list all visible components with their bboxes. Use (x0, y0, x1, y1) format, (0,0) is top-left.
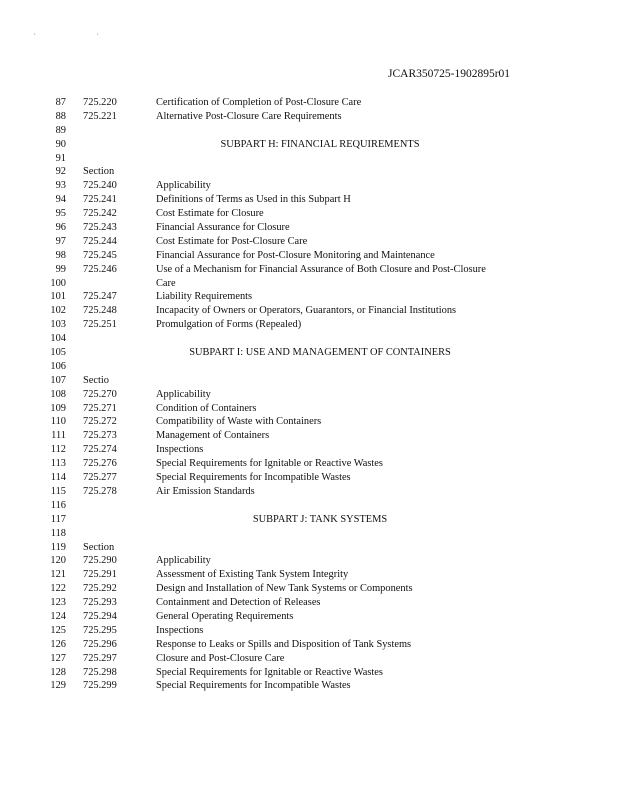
section-title: Financial Assurance for Post-Closure Monitoring and Maintenance (156, 249, 435, 261)
line-number: 90 (55, 138, 66, 150)
section-title: Incapacity of Owners or Operators, Guarantors, or Financial Institutions (156, 305, 457, 317)
toc-line (0, 541, 618, 555)
section-number: 725.276 (83, 458, 117, 470)
toc-line (0, 165, 618, 179)
section-number: 725.244 (83, 235, 117, 247)
section-title: Special Requirements for Ignitable or Reactive Wastes (156, 666, 383, 678)
subpart-heading: SUBPART I: USE AND MANAGEMENT OF CONTAINERS (189, 347, 451, 359)
line-number: 96 (55, 222, 66, 234)
section-column-label: Section (83, 166, 115, 178)
toc-line (0, 318, 618, 332)
line-number: 111 (51, 430, 66, 442)
section-column-label: Sectio (83, 374, 109, 386)
section-number: 725.274 (83, 444, 117, 456)
line-number: 116 (50, 499, 66, 511)
section-number: 725.272 (83, 416, 117, 428)
section-title: Inspections (156, 624, 204, 636)
section-title: Management of Containers (156, 430, 270, 442)
section-number: 725.299 (83, 680, 117, 692)
line-number: 128 (50, 666, 66, 678)
section-title: Applicability (156, 555, 211, 567)
line-number: 95 (55, 208, 66, 220)
line-number: 127 (50, 652, 66, 664)
line-number: 93 (55, 180, 66, 192)
line-number: 112 (50, 444, 66, 456)
toc-line (0, 221, 618, 235)
section-number: 725.220 (83, 97, 117, 108)
section-title: Definitions of Terms as Used in this Subpart H (156, 194, 351, 206)
toc-line (0, 290, 618, 304)
line-number: 118 (50, 527, 66, 539)
toc-line (0, 263, 618, 277)
toc-line (0, 610, 618, 624)
line-number: 124 (50, 610, 66, 622)
scan-marks: , , (34, 30, 129, 36)
toc-line (0, 679, 618, 693)
toc-line (0, 443, 618, 457)
line-number: 115 (50, 485, 66, 497)
section-number: 725.243 (83, 222, 117, 234)
section-title: Design and Installation of New Tank Systems or Components (156, 583, 413, 595)
toc-line (0, 193, 618, 207)
line-number: 120 (50, 555, 66, 567)
section-column-label: Section (83, 541, 115, 553)
line-number: 106 (50, 360, 66, 372)
section-number: 725.295 (83, 624, 117, 636)
line-number: 114 (50, 472, 66, 484)
line-number: 94 (55, 194, 66, 206)
section-number: 725.248 (83, 305, 117, 317)
section-number: 725.246 (83, 263, 117, 275)
section-number: 725.277 (83, 472, 117, 484)
toc-line (0, 568, 618, 582)
toc-line (0, 582, 618, 596)
section-title: Liability Requirements (156, 291, 253, 303)
line-number: 123 (50, 597, 66, 609)
blank-line (0, 332, 618, 346)
section-title: Promulgation of Forms (Repealed) (156, 319, 302, 331)
section-number: 725.291 (83, 569, 117, 581)
line-number: 97 (55, 235, 66, 247)
line-number: 88 (55, 110, 66, 122)
toc-line (0, 96, 618, 110)
blank-line (0, 527, 618, 541)
toc-line (0, 666, 618, 680)
toc-line (0, 471, 618, 485)
section-title: Inspections (156, 444, 204, 456)
section-title: Use of a Mechanism for Financial Assurance of Both Closure and Post-Closure (156, 263, 486, 275)
subpart-heading: SUBPART J: TANK SYSTEMS (252, 513, 388, 525)
section-number: 725.294 (83, 610, 117, 622)
toc-line (0, 652, 618, 666)
section-title: Applicability (156, 180, 211, 192)
section-title: Special Requirements for Incompatible Wastes (156, 680, 351, 692)
line-number: 98 (55, 249, 66, 261)
section-title: Certification of Completion of Post-Closure Care (156, 97, 362, 108)
toc-line (0, 415, 618, 429)
line-number: 105 (50, 347, 66, 359)
line-number: 129 (50, 680, 66, 692)
line-number: 103 (50, 319, 66, 331)
section-number: 725.297 (83, 652, 117, 664)
section-number: 725.221 (83, 110, 117, 122)
subpart-heading: SUBPART H: FINANCIAL REQUIREMENTS (220, 138, 420, 150)
toc-line (0, 249, 618, 263)
section-number: 725.298 (83, 666, 117, 678)
line-number: 122 (50, 583, 66, 595)
blank-line (0, 499, 618, 513)
section-title: Compatibility of Waste with Containers (156, 416, 322, 428)
toc-line (0, 277, 618, 291)
section-title: Special Requirements for Incompatible Wastes (156, 472, 351, 484)
line-number: 119 (50, 541, 66, 553)
blank-line (0, 152, 618, 166)
toc-line (0, 624, 618, 638)
line-number: 92 (55, 166, 66, 178)
line-number: 104 (50, 333, 66, 345)
line-number: 101 (50, 291, 66, 303)
line-number: 87 (55, 97, 66, 108)
line-number: 89 (55, 124, 66, 136)
section-title: Applicability (156, 388, 211, 400)
section-title: Air Emission Standards (156, 485, 255, 497)
section-title: Condition of Containers (156, 402, 257, 414)
section-title: Special Requirements for Ignitable or Reactive Wastes (156, 458, 383, 470)
section-number: 725.270 (83, 388, 117, 400)
line-number: 125 (50, 624, 66, 636)
section-number: 725.251 (83, 319, 117, 331)
blank-line (0, 360, 618, 374)
line-numbered-text (0, 96, 618, 693)
section-number: 725.245 (83, 249, 117, 261)
section-number: 725.271 (83, 402, 117, 414)
line-number: 117 (50, 513, 66, 525)
toc-line (0, 179, 618, 193)
toc-line (0, 429, 618, 443)
toc-line (0, 388, 618, 402)
section-title: Containment and Detection of Releases (156, 597, 321, 609)
section-title: Response to Leaks or Spills and Disposition of Tank Systems (156, 638, 412, 650)
section-number: 725.240 (83, 180, 117, 192)
blank-line (0, 124, 618, 138)
section-title: Cost Estimate for Closure (156, 208, 264, 220)
toc-line (0, 485, 618, 499)
line-number: 113 (50, 458, 66, 470)
line-number: 91 (55, 152, 66, 164)
section-number: 725.242 (83, 208, 117, 220)
section-title: Closure and Post-Closure Care (156, 652, 285, 664)
section-title: Alternative Post-Closure Care Requirements (156, 110, 342, 122)
subpart-heading-line (0, 138, 618, 152)
line-number: 100 (50, 277, 66, 289)
toc-line (0, 304, 618, 318)
section-number: 725.247 (83, 291, 117, 303)
section-title: Cost Estimate for Post-Closure Care (156, 235, 308, 247)
section-title: Financial Assurance for Closure (156, 222, 290, 234)
toc-line (0, 596, 618, 610)
section-title: General Operating Requirements (156, 610, 294, 622)
line-number: 109 (50, 402, 66, 414)
section-title: Care (156, 277, 176, 289)
section-title: Assessment of Existing Tank System Integrity (156, 569, 349, 581)
section-number: 725.273 (83, 430, 117, 442)
toc-line (0, 402, 618, 416)
line-number: 121 (50, 569, 66, 581)
line-number: 99 (55, 263, 66, 275)
line-number: 110 (50, 416, 66, 428)
document-id: JCAR350725-1902895r01 (388, 68, 511, 80)
toc-line (0, 554, 618, 568)
section-number: 725.292 (83, 583, 117, 595)
section-number: 725.278 (83, 485, 117, 497)
line-number: 107 (50, 374, 66, 386)
toc-line (0, 638, 618, 652)
line-number: 102 (50, 305, 66, 317)
line-number: 126 (50, 638, 66, 650)
line-number: 108 (50, 388, 66, 400)
section-number: 725.296 (83, 638, 117, 650)
toc-line (0, 207, 618, 221)
subpart-heading-line (0, 513, 618, 527)
toc-line (0, 110, 618, 124)
section-number: 725.241 (83, 194, 117, 206)
subpart-heading-line (0, 346, 618, 360)
toc-line (0, 374, 618, 388)
section-number: 725.293 (83, 597, 117, 609)
toc-line (0, 457, 618, 471)
toc-line (0, 235, 618, 249)
section-number: 725.290 (83, 555, 117, 567)
